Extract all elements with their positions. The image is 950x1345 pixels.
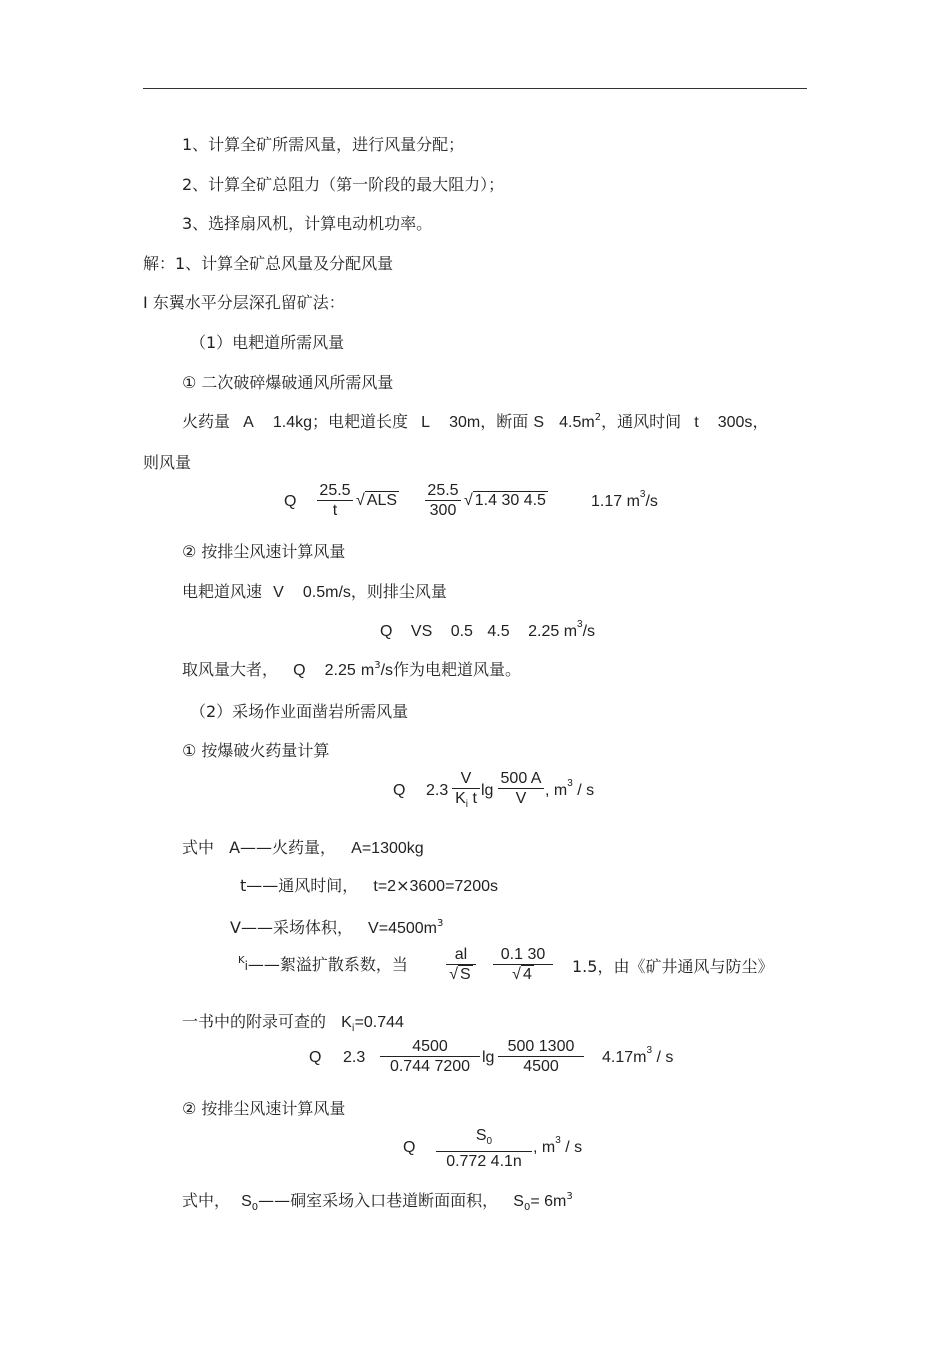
- eq3-frac1-num: V: [460, 770, 472, 787]
- eq3-exp: 3: [567, 778, 573, 789]
- exp-s0: 3: [566, 1191, 573, 1202]
- eq4-frac2-num: 0.1 30: [500, 946, 546, 963]
- eq5-per-s: / s: [652, 1049, 674, 1066]
- eq1-frac2-num: 25.5: [427, 482, 459, 499]
- label-length: ；电耙道长度: [312, 412, 409, 431]
- label-appendix: 一书中的附录可查的: [182, 1012, 327, 1031]
- def-v: V——采场体积，: [230, 918, 353, 937]
- eq2-vs: VS: [410, 623, 433, 640]
- where-s0: [182, 1191, 573, 1218]
- value-q: 2.25: [324, 662, 356, 679]
- value-s0: = 6m: [530, 1193, 567, 1210]
- var-s0-b-sub: 0: [523, 1202, 531, 1214]
- eq3-frac2: [498, 770, 544, 809]
- def-s0: ——硐室采场入口巷道断面面积，: [258, 1191, 499, 1210]
- eq5-result-value: 4.17m: [602, 1049, 647, 1066]
- value-s: 4.5m: [559, 414, 595, 431]
- eq1-root2-body: 1.4 30 4.5: [474, 492, 546, 509]
- label-where: 式中: [182, 838, 215, 857]
- eq3-q: Q: [393, 782, 406, 799]
- var-s0-b: S: [513, 1193, 524, 1210]
- eq3-t: t: [468, 790, 477, 807]
- label-velocity: 电耙道风速: [182, 582, 263, 601]
- eq1-unit: m: [626, 493, 640, 510]
- task-3: 3、选择扇风机，计算电动机功率。: [182, 214, 433, 233]
- eq4-tail: 1.5，由《矿井通风与防尘》: [572, 957, 774, 976]
- eq1-frac2: [425, 482, 461, 521]
- where-t: [240, 876, 498, 897]
- def-t: t——通风时间，: [240, 876, 359, 895]
- value-t-b: 3600=7200s: [409, 878, 498, 895]
- var-s0: S: [241, 1193, 252, 1210]
- k-sub: i: [244, 959, 248, 973]
- var-s0-sub: 0: [251, 1202, 259, 1214]
- eq1-frac1-den: t: [317, 500, 353, 521]
- eq2-q: Q: [380, 623, 393, 640]
- value-t: 300s: [717, 414, 753, 431]
- eq4-frac1: [446, 946, 476, 985]
- label-dust-airflow: ，则排尘风量: [350, 582, 447, 601]
- eq5-exp: 3: [646, 1045, 653, 1056]
- eq2-b: 4.5: [487, 623, 510, 640]
- item-secondary-blasting: ① 二次破碎爆破通风所需风量: [182, 373, 394, 392]
- label-where-2: 式中，: [182, 1191, 231, 1210]
- eq4-frac1-num: al: [454, 946, 468, 963]
- comma: ，: [752, 412, 769, 431]
- eq6-q: Q: [403, 1139, 416, 1156]
- label-as-airflow: 作为电耙道风量。: [393, 660, 522, 679]
- eq1-result-value: 1.17: [591, 493, 623, 510]
- var-a: A: [243, 414, 254, 431]
- eq1-q: Q: [284, 493, 297, 510]
- var-q: Q: [293, 662, 306, 679]
- eq3-unit-m: , m: [545, 782, 568, 799]
- eq1-per-s: /s: [645, 493, 658, 510]
- velocity-line: [182, 582, 447, 603]
- eq2-exp: 3: [577, 619, 583, 630]
- eq2-unit: m: [563, 623, 578, 640]
- eq6-unit-m: , m: [533, 1139, 556, 1156]
- eq4-frac2-den-body: 4: [522, 966, 532, 983]
- eq3-frac2-den: V: [498, 788, 544, 809]
- var-k: K: [341, 1014, 352, 1031]
- item-dust-velocity: ② 按排尘风速计算风量: [182, 542, 346, 561]
- eq6-frac: [436, 1127, 532, 1172]
- eq6-exp: 3: [555, 1135, 561, 1146]
- eq5-result: [602, 1045, 674, 1067]
- section-east-wing: Ⅰ 东翼水平分层深孔留矿法：: [143, 293, 345, 312]
- exp-3: 3: [374, 660, 381, 671]
- subsection-1: （1）电耙道所需风量: [190, 333, 345, 352]
- eq1-frac1-num: 25.5: [319, 482, 351, 499]
- eq2-per-s: /s: [582, 623, 596, 640]
- eq5-frac2-num: 500 1300: [507, 1038, 575, 1055]
- eq4-frac1-den-body: S: [460, 966, 471, 983]
- unit-v: m/s: [325, 584, 351, 601]
- eq5-lg: lg: [482, 1049, 495, 1066]
- eq6-frac-den: 0.772 4.1n: [436, 1151, 532, 1172]
- eq5-frac2: [498, 1038, 584, 1077]
- take-larger-line: [182, 660, 521, 681]
- eq4-frac1-den: √ S: [446, 964, 476, 985]
- eq1-exp: 3: [639, 489, 646, 500]
- params-line: [182, 412, 768, 433]
- value-v: 0.5: [302, 584, 326, 601]
- value-t-a: t=2: [373, 878, 397, 895]
- eq1-result: [591, 489, 658, 511]
- header-rule: [143, 88, 807, 89]
- equation-2: [380, 619, 596, 641]
- unit-per-s: /s: [380, 662, 394, 679]
- eq5-frac1: [380, 1038, 480, 1077]
- eq1-root1: √ ALS: [356, 492, 398, 509]
- var-v: V: [273, 584, 284, 601]
- value-v-total: V=4500m: [368, 920, 437, 937]
- exp-2: 2: [594, 412, 602, 423]
- task-1: 1、计算全矿所需风量，进行风量分配；: [182, 135, 465, 154]
- where-v: [230, 918, 443, 939]
- eq1-root2: √ 1.4 30 4.5: [464, 492, 546, 509]
- item-explosive-calc: ① 按爆破火药量计算: [182, 741, 330, 760]
- eq3-frac1: [452, 770, 480, 815]
- eq1-frac1: [317, 482, 353, 521]
- var-l: L: [421, 414, 431, 431]
- eq3-frac2-num: 500 A: [500, 770, 542, 787]
- var-s: S: [533, 414, 545, 431]
- eq3-per-s: / s: [572, 782, 595, 799]
- eq5-coef: 2.3: [343, 1049, 366, 1066]
- then-airflow: 则风量: [143, 453, 192, 472]
- eq5-q: Q: [309, 1049, 322, 1066]
- label-section: ，断面: [480, 412, 529, 431]
- subsection-2: （2）采场作业面凿岩所需风量: [190, 702, 409, 721]
- eq2-result: 2.25: [528, 623, 560, 640]
- eq1-root1-body: ALS: [366, 492, 398, 509]
- var-k-sub: i: [351, 1023, 355, 1035]
- eq4-frac2-den: √ 4: [493, 964, 553, 985]
- eq5-frac1-den: 0.744 7200: [380, 1056, 480, 1077]
- def-ki: ——絮溢扩散系数，当: [247, 955, 408, 974]
- eq5-frac1-num: 4500: [412, 1038, 448, 1055]
- eq3-unit: [545, 778, 595, 800]
- eq5-frac2-den: 4500: [498, 1056, 584, 1077]
- value-a: 1.4kg: [272, 414, 313, 431]
- eq6-frac-num: [436, 1127, 532, 1151]
- where-ki: [238, 955, 408, 976]
- label-time: ，通风时间: [601, 412, 682, 431]
- eq2-a: 0.5: [450, 623, 473, 640]
- label-explosive: 火药量: [182, 412, 231, 431]
- eq6-s-sub: 0: [486, 1136, 493, 1148]
- eq3-lg: lg: [481, 782, 494, 799]
- appendix-line: [182, 1012, 404, 1039]
- solution-heading: 解：1、计算全矿总风量及分配风量: [143, 254, 394, 273]
- value-a-total: A=1300kg: [351, 840, 424, 857]
- k-letter: K: [238, 955, 245, 966]
- eq3-coef: 2.3: [426, 782, 449, 799]
- value-l: 30m: [449, 414, 481, 431]
- eq3-k-sub: i: [465, 799, 468, 811]
- eq6-unit: [533, 1135, 583, 1157]
- var-t: t: [694, 414, 699, 431]
- unit-m: m: [360, 662, 375, 679]
- task-2: 2、计算全矿总阻力（第一阶段的最大阻力）；: [182, 175, 505, 194]
- eq3-frac1-den: [452, 788, 480, 815]
- label-take-larger: 取风量大者，: [182, 660, 279, 679]
- eq6-per-s: / s: [560, 1139, 583, 1156]
- where-a: [182, 838, 424, 859]
- eq1-frac2-den: 300: [425, 500, 461, 521]
- times-sign: ×: [396, 876, 410, 895]
- eq6-s: S: [475, 1127, 487, 1144]
- item-dust-velocity-2: ② 按排尘风速计算风量: [182, 1099, 346, 1118]
- def-a: A——火药量，: [229, 838, 337, 857]
- eq4-frac2: [493, 946, 553, 985]
- eq3-k: K: [455, 790, 466, 807]
- exp-v: 3: [436, 918, 444, 929]
- value-k: =0.744: [354, 1014, 404, 1031]
